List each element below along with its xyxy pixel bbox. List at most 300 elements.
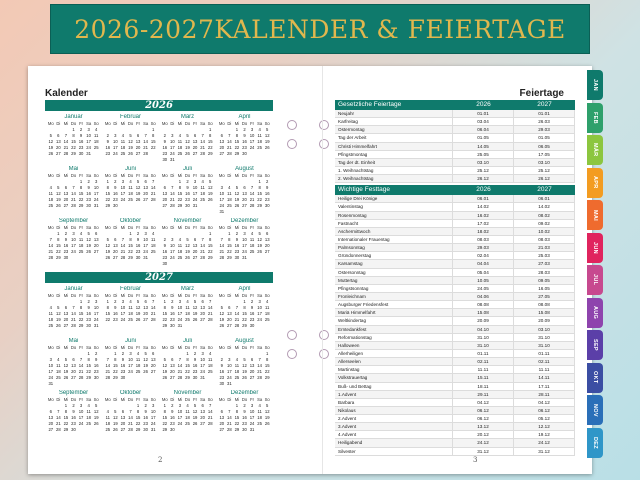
table-row — [335, 358, 575, 366]
day-cell: 5 — [49, 133, 52, 138]
weekday-label: Fr — [79, 225, 84, 230]
weekday-label: So — [264, 397, 270, 402]
date-2027: 25.12 — [514, 167, 575, 174]
day-cell: 9 — [163, 243, 166, 248]
day-cell: 18 — [185, 311, 190, 316]
day-cell: 5 — [266, 127, 269, 132]
weekday-label: Do — [184, 397, 191, 402]
day-cell: 28 — [219, 255, 225, 260]
day-cell: 16 — [219, 369, 225, 374]
day-cell: 4 — [152, 231, 155, 236]
day-cell: 12 — [86, 237, 91, 242]
day-cell: 4 — [209, 351, 212, 356]
month-calendar — [102, 166, 159, 218]
day-cell: 19 — [219, 317, 225, 322]
day-cell: 20 — [162, 197, 168, 202]
day-cell: 19 — [264, 139, 270, 144]
day-cell: 14 — [120, 243, 126, 248]
day-cell: 25 — [185, 421, 190, 426]
weekday-label: Do — [70, 345, 77, 350]
holiday-name: Ostermontag — [335, 126, 453, 133]
day-cell: 24 — [177, 421, 183, 426]
day-cell: 18 — [128, 191, 133, 196]
date-2026: 04.10 — [453, 326, 514, 333]
day-cell: 23 — [113, 317, 118, 322]
day-cell: 10 — [219, 191, 225, 196]
day-cell: 22 — [56, 249, 61, 254]
day-cell: 21 — [63, 145, 69, 150]
day-cell: 16 — [234, 243, 240, 248]
day-cell: 27 — [63, 323, 69, 328]
day-cell: 2 — [106, 133, 109, 138]
day-cell: 16 — [249, 311, 255, 316]
day-cell: 30 — [135, 255, 141, 260]
table-row — [335, 252, 575, 260]
day-cell: 25 — [227, 203, 232, 208]
day-cell: 13 — [48, 415, 54, 420]
day-cell: 19 — [185, 249, 190, 254]
day-cell: 29 — [63, 427, 69, 432]
day-cell: 26 — [143, 369, 148, 374]
day-cell: 6 — [201, 403, 204, 408]
day-cell: 5 — [114, 409, 117, 414]
date-2027: 31.12 — [514, 448, 575, 455]
month-tab-aug[interactable] — [587, 298, 603, 328]
weekday-label: Mi — [177, 345, 183, 350]
weekday-label: Sa — [200, 173, 206, 178]
day-cell: 15 — [56, 243, 61, 248]
day-cell: 23 — [170, 421, 175, 426]
date-2026: 02.04 — [453, 252, 514, 259]
weekday-label: Mo — [161, 345, 168, 350]
table-row — [335, 293, 575, 301]
month-calendar — [216, 338, 273, 390]
month-name: April — [238, 114, 251, 120]
day-cell: 6 — [193, 133, 197, 138]
month-calendar — [102, 390, 159, 442]
day-cell: 7 — [49, 237, 52, 242]
day-cell: 27 — [113, 255, 118, 260]
binder-ring — [287, 349, 297, 359]
month-name: Februar — [119, 286, 141, 292]
weekday-label: Do — [127, 293, 134, 298]
day-cell: 30 — [192, 375, 198, 380]
day-cell: 27 — [63, 203, 69, 208]
date-2027: 26.12 — [514, 175, 575, 182]
month-name: August — [235, 166, 254, 172]
day-cell: 6 — [152, 351, 155, 356]
day-cell: 29 — [227, 255, 232, 260]
day-cell: 21 — [170, 197, 175, 202]
day-cell: 25 — [78, 249, 84, 254]
day-cell: 4 — [186, 403, 189, 408]
weekday-label: So — [264, 225, 270, 230]
weekday-label: Do — [70, 225, 77, 230]
date-2027: 01.05 — [514, 134, 575, 141]
day-cell: 22 — [105, 197, 111, 202]
weekday-label: Sa — [143, 293, 149, 298]
day-cell: 2 — [136, 231, 140, 236]
weekday-label: Sa — [257, 345, 263, 350]
day-cell: 24 — [93, 317, 99, 322]
month-tab-jan[interactable] — [587, 70, 603, 100]
table-row — [335, 159, 575, 167]
day-cell: 12 — [113, 415, 118, 420]
weekday-label: Do — [241, 173, 248, 178]
day-cell: 3 — [171, 133, 174, 138]
day-cell: 8 — [114, 357, 117, 362]
day-cell: 22 — [162, 317, 168, 322]
year-calendar-grid — [45, 286, 273, 442]
day-cell: 6 — [114, 237, 117, 242]
date-2027: 09.05 — [514, 277, 575, 284]
day-cell: 20 — [227, 317, 232, 322]
day-cell: 20 — [200, 311, 205, 316]
month-calendar — [45, 218, 102, 270]
day-cell: 9 — [243, 409, 246, 414]
month-name: Juli — [182, 338, 192, 344]
table-row — [335, 350, 575, 358]
date-2027: 29.03 — [514, 126, 575, 133]
weekday-label: Do — [184, 173, 191, 178]
day-cell: 16 — [135, 243, 141, 248]
day-cell: 19 — [135, 311, 141, 316]
month-tab-label: JAN — [592, 79, 598, 91]
day-cell: 29 — [113, 375, 118, 380]
day-cell: 17 — [177, 311, 183, 316]
weekday-label: Mi — [120, 345, 126, 350]
date-2027: 16.05 — [514, 285, 575, 292]
weekday-label: Sa — [86, 121, 92, 126]
day-cell: 24 — [177, 317, 183, 322]
month-tab-apr[interactable] — [587, 168, 603, 198]
day-cell: 10 — [93, 305, 99, 310]
day-cell: 22 — [264, 369, 270, 374]
day-cell: 22 — [63, 421, 69, 426]
day-cell: 31 — [242, 255, 247, 260]
day-cell: 7 — [121, 237, 125, 242]
month-calendar — [45, 286, 102, 338]
day-cell: 30 — [78, 151, 84, 156]
day-cell: 26 — [86, 249, 91, 254]
table-row — [335, 236, 575, 244]
day-cell: 27 — [56, 151, 61, 156]
month-name: September — [58, 390, 89, 396]
day-cell: 26 — [93, 421, 99, 426]
weekday-label: Sa — [200, 397, 206, 402]
day-cell: 13 — [71, 363, 76, 368]
weekday-label: Sa — [257, 397, 263, 402]
month-calendar — [102, 114, 159, 166]
day-cell: 25 — [185, 317, 190, 322]
day-cell: 22 — [162, 421, 168, 426]
date-2027: 26.03 — [514, 118, 575, 125]
day-cell: 23 — [86, 197, 91, 202]
day-cell: 21 — [78, 369, 84, 374]
day-cell: 18 — [257, 415, 262, 420]
month-tab-okt[interactable] — [587, 363, 603, 393]
weekday-label: Fr — [79, 397, 84, 402]
day-cell: 21 — [227, 145, 232, 150]
day-cell: 11 — [128, 185, 133, 190]
day-cell: 2 — [163, 133, 166, 138]
day-cell: 12 — [207, 185, 213, 190]
day-cell: 23 — [192, 369, 198, 374]
day-cell: 19 — [56, 317, 61, 322]
holiday-name: Fastnacht — [335, 220, 453, 227]
day-cell: 17 — [93, 191, 99, 196]
day-cell: 10 — [242, 237, 247, 242]
day-cell: 18 — [264, 311, 270, 316]
weekday-label: Mo — [161, 173, 168, 178]
day-cell: 9 — [72, 409, 75, 414]
day-cell: 4 — [186, 299, 189, 304]
day-cell: 7 — [72, 185, 75, 190]
left-page — [28, 66, 298, 474]
day-cell: 21 — [177, 369, 183, 374]
day-cell: 28 — [48, 255, 54, 260]
day-cell: 23 — [120, 369, 126, 374]
day-cell: 27 — [249, 375, 255, 380]
day-cell: 28 — [170, 203, 175, 208]
weekday-label: Fr — [250, 397, 255, 402]
date-2027: 03.10 — [514, 159, 575, 166]
day-cell: 14 — [227, 139, 232, 144]
day-cell: 7 — [228, 409, 231, 414]
day-cell: 26 — [192, 317, 198, 322]
weekday-label: Mo — [218, 345, 225, 350]
month-name: Mai — [68, 338, 79, 344]
holiday-name: Aschermittwoch — [335, 228, 453, 235]
weekday-label: Sa — [86, 397, 92, 402]
day-cell: 8 — [64, 409, 68, 414]
day-cell: 14 — [71, 191, 76, 196]
day-cell: 19 — [162, 369, 168, 374]
day-cell: 28 — [207, 421, 213, 426]
day-cell: 26 — [128, 151, 133, 156]
day-cell: 14 — [128, 415, 133, 420]
weekday-label: Di — [170, 225, 175, 230]
month-tab-jun[interactable] — [587, 233, 603, 263]
day-cell: 4 — [258, 403, 261, 408]
weekday-label: Fr — [136, 345, 141, 350]
day-cell: 24 — [170, 151, 175, 156]
day-cell: 23 — [71, 421, 76, 426]
month-calendar — [216, 218, 273, 270]
table-row — [335, 203, 575, 211]
weekday-label: So — [93, 293, 99, 298]
day-cell: 10 — [200, 357, 205, 362]
day-cell: 11 — [135, 357, 141, 362]
day-cell: 16 — [86, 311, 91, 316]
holiday-name: Karsamstag — [335, 260, 453, 267]
day-cell: 29 — [242, 323, 247, 328]
day-cell: 23 — [105, 151, 111, 156]
day-cell: 13 — [56, 139, 61, 144]
day-cell: 14 — [71, 311, 76, 316]
month-name: Oktober — [119, 390, 142, 396]
day-cell: 6 — [57, 133, 60, 138]
day-cell: 17 — [48, 369, 54, 374]
date-2026: 20.09 — [453, 317, 514, 324]
weekday-label: Di — [170, 293, 175, 298]
day-cell: 15 — [162, 311, 168, 316]
weekday-label: Mi — [63, 225, 69, 230]
weekday-label: Do — [241, 345, 248, 350]
day-cell: 1 — [228, 231, 231, 236]
day-cell: 1 — [152, 127, 155, 132]
day-cell: 9 — [106, 139, 109, 144]
day-cell: 28 — [150, 197, 156, 202]
weekday-label: Mi — [63, 173, 69, 178]
day-cell: 4 — [228, 185, 231, 190]
day-cell: 29 — [264, 375, 270, 380]
day-cell: 8 — [136, 409, 140, 414]
month-tab-mär[interactable] — [587, 135, 603, 165]
day-cell: 23 — [234, 249, 240, 254]
weekday-label: Do — [241, 225, 248, 230]
day-cell: 4 — [136, 351, 140, 356]
day-cell: 15 — [234, 415, 240, 420]
day-cell: 9 — [193, 357, 197, 362]
day-cell: 9 — [250, 305, 254, 310]
day-cell: 3 — [129, 351, 132, 356]
day-cell: 21 — [257, 369, 262, 374]
month-tab-dez[interactable] — [587, 428, 603, 458]
day-cell: 18 — [56, 369, 61, 374]
holiday-name: 2. Weihnachtstag — [335, 175, 453, 182]
weekday-label: Fr — [250, 173, 255, 178]
day-cell: 17 — [93, 311, 99, 316]
day-cell: 22 — [135, 421, 141, 426]
month-name: Dezember — [230, 218, 259, 224]
day-cell: 13 — [63, 191, 69, 196]
month-tab-nov[interactable] — [587, 395, 603, 425]
day-cell: 20 — [170, 369, 175, 374]
day-cell: 19 — [192, 311, 198, 316]
month-tab-feb[interactable] — [587, 103, 603, 133]
day-cell: 18 — [105, 421, 111, 426]
month-tab-sep[interactable] — [587, 330, 603, 360]
day-cell: 16 — [113, 311, 118, 316]
day-cell: 14 — [78, 363, 84, 368]
day-cell: 27 — [93, 249, 99, 254]
day-cell: 7 — [152, 299, 155, 304]
day-cell: 2 — [121, 351, 125, 356]
month-name: Juni — [124, 338, 136, 344]
day-cell: 18 — [93, 139, 99, 144]
day-cell: 18 — [177, 145, 183, 150]
day-cell: 3 — [171, 237, 174, 242]
day-cell: 24 — [200, 369, 205, 374]
day-cell: 15 — [207, 243, 213, 248]
day-cell: 1 — [243, 299, 246, 304]
legal-holidays-title: Gesetzliche Feiertage — [338, 101, 402, 108]
weekday-label: Fr — [136, 293, 141, 298]
day-cell: 2 — [114, 179, 117, 184]
day-cell: 9 — [171, 305, 174, 310]
day-cell: 18 — [234, 369, 240, 374]
day-cell: 14 — [48, 243, 54, 248]
day-cell: 6 — [201, 299, 204, 304]
holiday-name: Tag der Arbeit — [335, 134, 453, 141]
month-calendar — [159, 286, 216, 338]
day-cell: 22 — [128, 249, 133, 254]
weekday-label: Fr — [193, 173, 198, 178]
day-cell: 2 — [243, 403, 246, 408]
day-cell: 22 — [78, 197, 84, 202]
day-cell: 5 — [64, 357, 68, 362]
day-cell: 7 — [152, 179, 155, 184]
weekday-label: Mi — [177, 121, 183, 126]
month-calendar — [45, 114, 102, 166]
day-cell: 24 — [249, 145, 255, 150]
day-cell: 12 — [264, 133, 270, 138]
col-2027: 2027 — [537, 186, 552, 194]
day-cell: 19 — [192, 415, 198, 420]
date-2027: 10.02 — [514, 228, 575, 235]
weekday-label: Sa — [257, 225, 263, 230]
day-cell: 2 — [266, 179, 269, 184]
day-cell: 30 — [264, 203, 270, 208]
weekday-label: So — [150, 293, 156, 298]
weekday-label: So — [93, 345, 99, 350]
weekday-label: So — [207, 293, 213, 298]
weekday-label: Fr — [193, 225, 198, 230]
month-tab-jul[interactable] — [587, 265, 603, 295]
day-cell: 18 — [249, 243, 255, 248]
day-cell: 10 — [192, 185, 198, 190]
day-cell: 14 — [207, 305, 213, 310]
day-cell: 18 — [135, 363, 141, 368]
date-2026: 04.04 — [453, 260, 514, 267]
day-cell: 21 — [128, 421, 133, 426]
day-cell: 17 — [143, 243, 148, 248]
day-cell: 3 — [49, 357, 52, 362]
weekday-label: Mo — [161, 121, 168, 126]
day-cell: 15 — [86, 363, 91, 368]
day-cell: 16 — [86, 191, 91, 196]
day-cell: 5 — [87, 231, 90, 236]
weekday-label: Mi — [120, 173, 126, 178]
year-calendar-grid — [45, 114, 273, 270]
table-row — [335, 212, 575, 220]
day-grid — [102, 351, 159, 381]
day-cell: 14 — [200, 139, 205, 144]
day-cell: 26 — [56, 323, 61, 328]
weekday-label: Sa — [200, 225, 206, 230]
day-grid — [102, 299, 159, 323]
day-cell: 28 — [249, 203, 255, 208]
date-2027: 31.10 — [514, 342, 575, 349]
day-cell: 25 — [135, 369, 141, 374]
day-cell: 27 — [143, 317, 148, 322]
weekday-label: Di — [113, 345, 118, 350]
day-cell: 23 — [162, 151, 168, 156]
month-tab-mai[interactable] — [587, 200, 603, 230]
day-cell: 24 — [227, 375, 232, 380]
date-2027: 17.05 — [514, 151, 575, 158]
day-cell: 28 — [207, 317, 213, 322]
day-cell: 13 — [170, 363, 175, 368]
day-cell: 26 — [63, 375, 69, 380]
legal-holidays-header — [335, 100, 575, 110]
day-cell: 21 — [234, 317, 240, 322]
day-cell: 23 — [86, 317, 91, 322]
month-name: August — [235, 338, 254, 344]
month-name: November — [173, 218, 202, 224]
day-cell: 20 — [264, 243, 270, 248]
